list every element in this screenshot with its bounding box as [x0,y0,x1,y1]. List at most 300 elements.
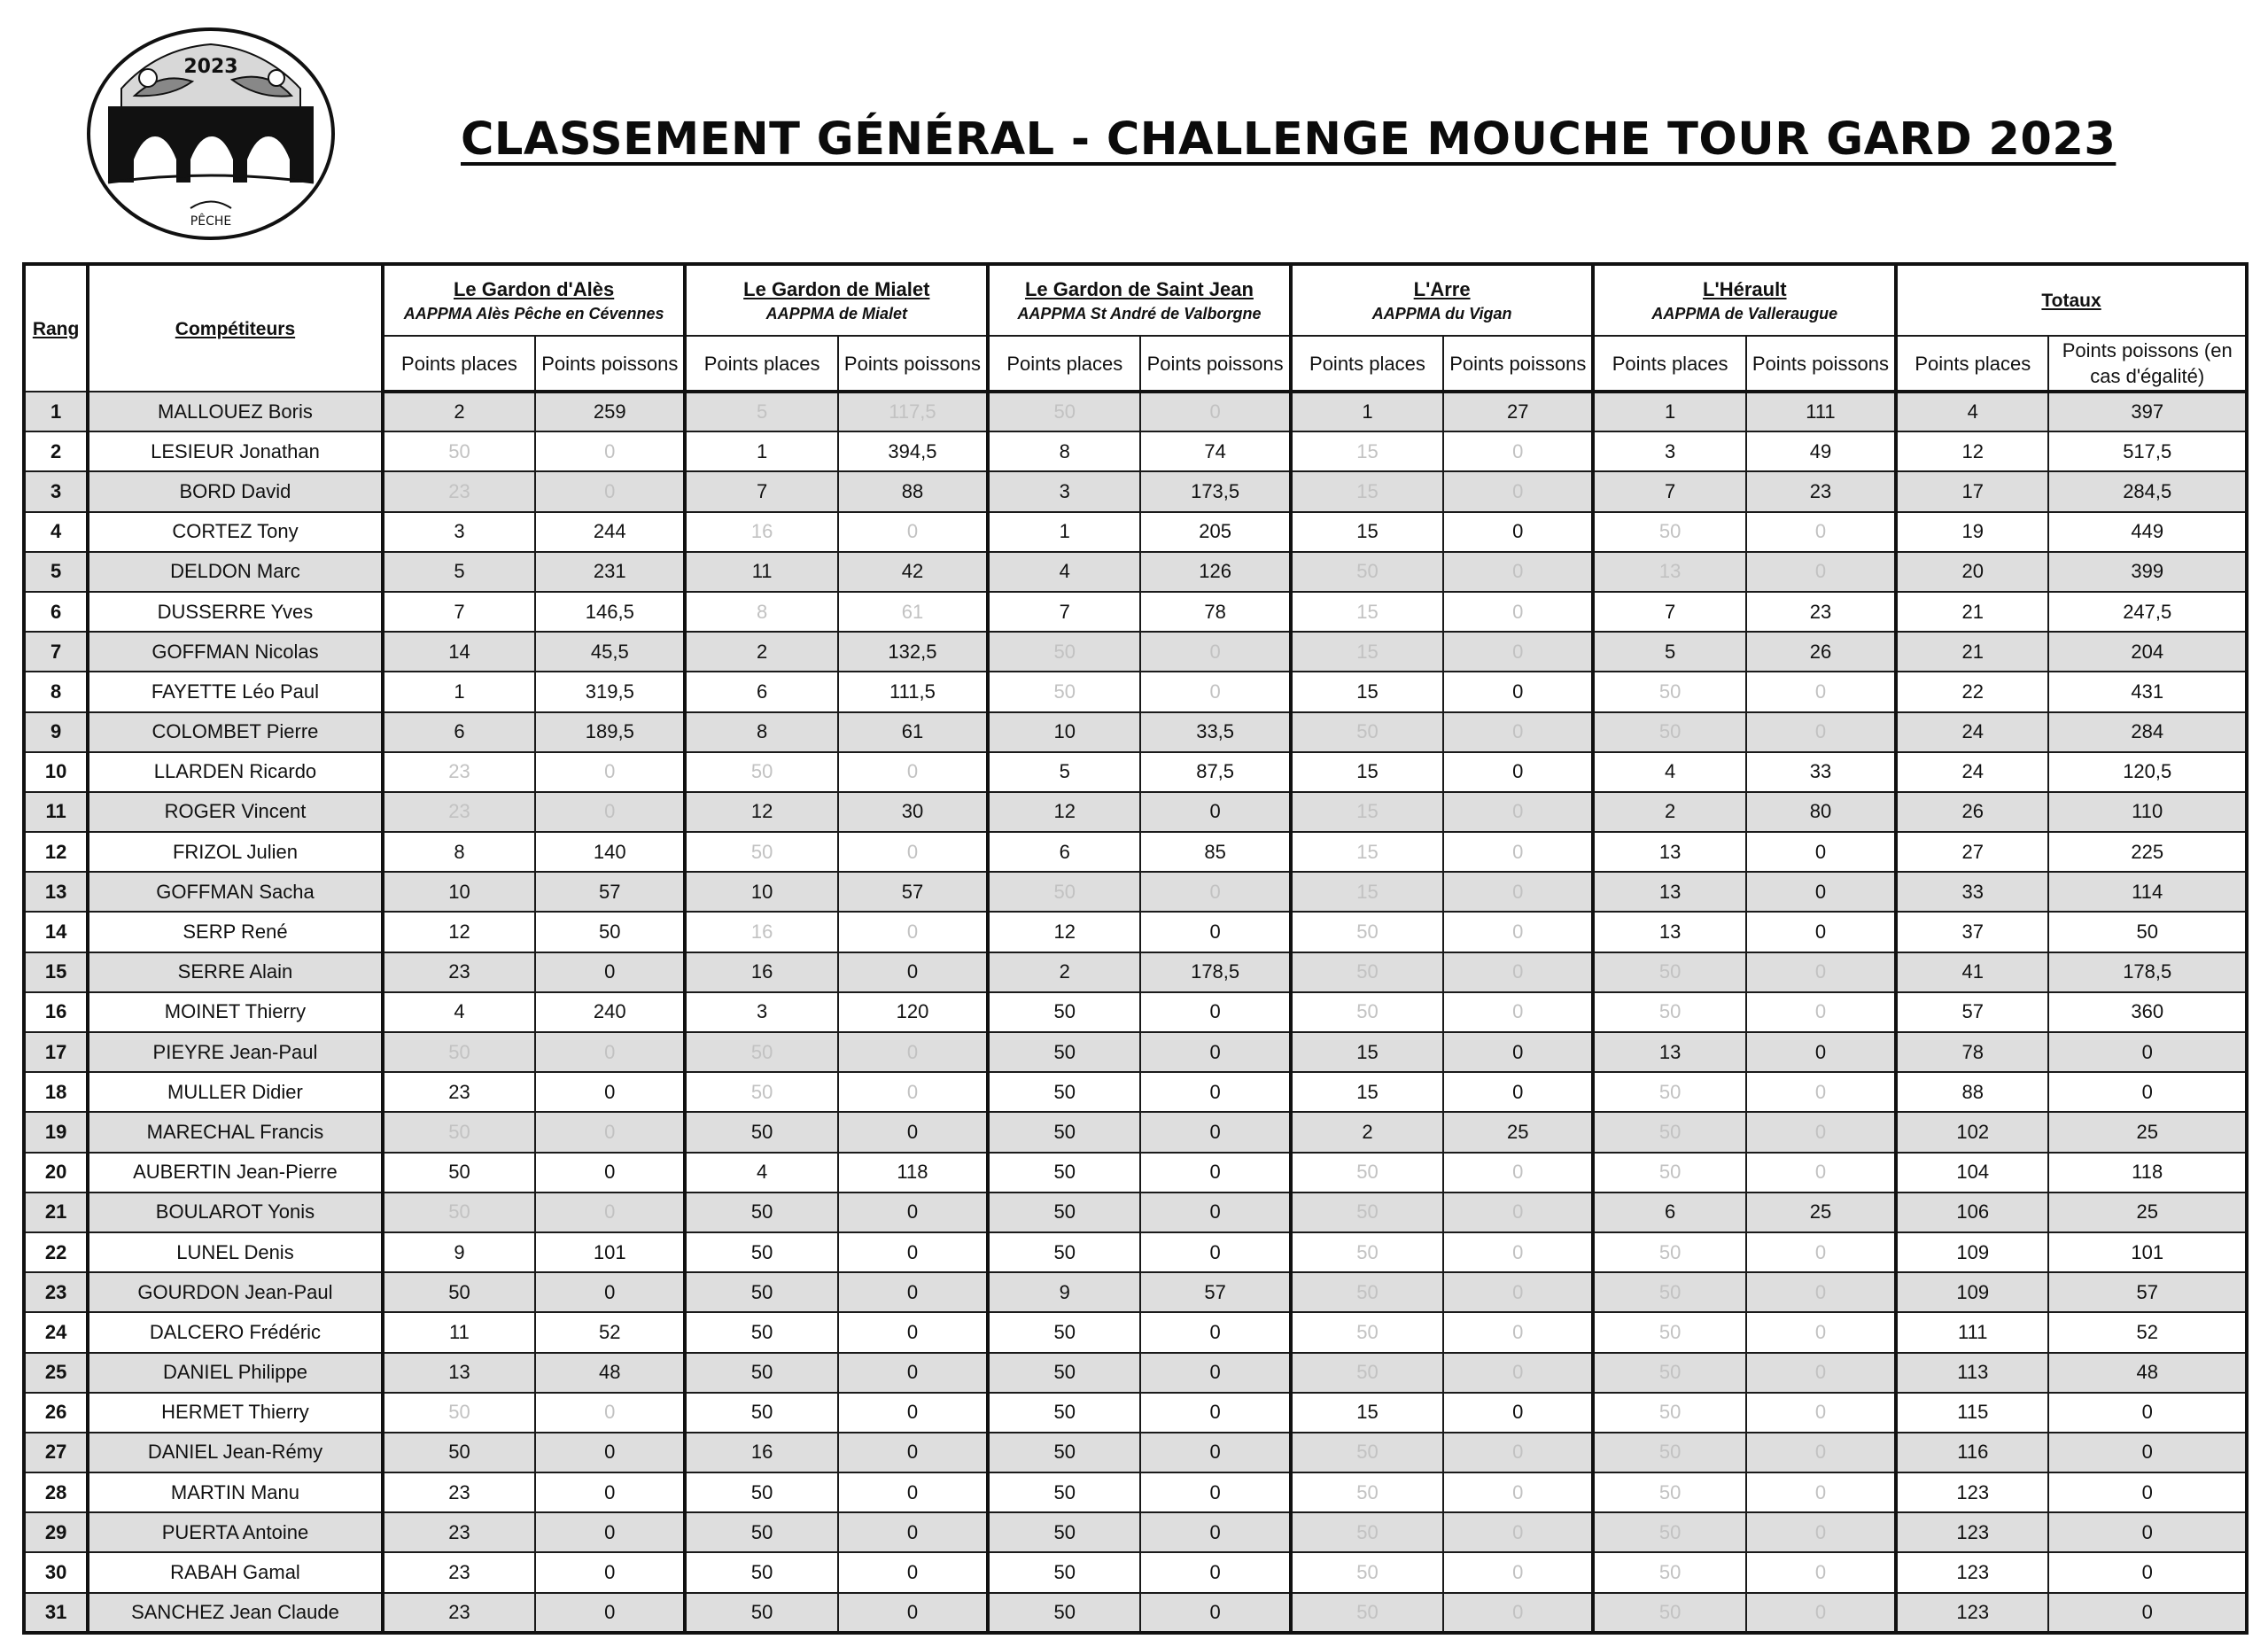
points-places-cell: 50 [685,1552,837,1592]
points-places-cell: 15 [1291,672,1443,711]
page-title: CLASSEMENT GÉNÉRAL - CHALLENGE MOUCHE TOUR GARD 2023 [461,113,2117,166]
points-places-cell: 50 [1593,1312,1745,1352]
points-poissons-cell: 0 [1746,832,1896,872]
points-poissons-cell: 80 [1746,792,1896,832]
points-places-cell: 50 [1291,712,1443,752]
points-places-cell: 50 [1291,1593,1443,1633]
points-poissons-cell: 0 [535,792,685,832]
total-points-poissons: 25 [2048,1112,2247,1152]
table-row [24,1272,2247,1312]
total-points-places: 115 [1896,1393,2048,1433]
points-poissons-cell: 0 [1746,1153,1896,1193]
header-competition-herault: L'Hérault AAPPMA de Valleraugue [1593,264,1896,336]
rank-cell: 1 [24,392,88,431]
total-points-poissons: 247,5 [2048,592,2247,632]
total-points-poissons: 431 [2048,672,2247,711]
total-points-poissons: 50 [2048,912,2247,952]
header-total-points-places: Points places [1896,336,2048,392]
points-poissons-cell: 42 [838,552,988,592]
total-points-places: 17 [1896,471,2048,511]
points-poissons-cell: 23 [1746,592,1896,632]
points-poissons-cell: 0 [1746,1072,1896,1112]
points-places-cell: 50 [1593,1153,1745,1193]
competitor-name: SERP René [88,912,383,952]
rank-cell: 21 [24,1193,88,1232]
rank-cell: 11 [24,792,88,832]
competitor-name: FAYETTE Léo Paul [88,672,383,711]
points-poissons-cell: 0 [535,952,685,992]
points-places-cell: 23 [383,752,535,792]
points-places-cell: 50 [685,1472,837,1512]
points-places-cell: 50 [1593,1393,1745,1433]
points-poissons-cell: 87,5 [1140,752,1290,792]
points-poissons-cell: 61 [838,712,988,752]
points-poissons-cell: 0 [1746,1433,1896,1472]
points-poissons-cell: 0 [1140,1312,1290,1352]
points-places-cell: 50 [1593,672,1745,711]
points-poissons-cell: 0 [535,1393,685,1433]
points-places-cell: 10 [383,872,535,912]
rank-cell: 26 [24,1393,88,1433]
points-places-cell: 50 [1291,992,1443,1032]
points-poissons-cell: 140 [535,832,685,872]
header-points-poissons: Points poissons [1746,336,1896,392]
ranking-table [22,262,2249,1635]
points-poissons-cell: 50 [535,912,685,952]
points-poissons-cell: 0 [1443,1312,1593,1352]
points-poissons-cell: 0 [1443,1072,1593,1112]
table-row [24,552,2247,592]
points-places-cell: 50 [685,1072,837,1112]
rank-cell: 30 [24,1552,88,1592]
points-places-cell: 50 [383,1112,535,1152]
points-places-cell: 15 [1291,1393,1443,1433]
points-places-cell: 13 [1593,1032,1745,1072]
points-poissons-cell: 0 [535,471,685,511]
points-poissons-cell: 0 [1746,1593,1896,1633]
table-row [24,1193,2247,1232]
points-places-cell: 50 [988,1552,1140,1592]
points-places-cell: 50 [1291,1312,1443,1352]
points-poissons-cell: 0 [1746,512,1896,552]
header-competition-mialet: Le Gardon de Mialet AAPPMA de Mialet [685,264,988,336]
table-row [24,1072,2247,1112]
logo-label: PÊCHE [190,214,232,229]
points-places-cell: 8 [988,431,1140,471]
points-places-cell: 50 [988,1433,1140,1472]
points-poissons-cell: 0 [838,1232,988,1272]
points-poissons-cell: 0 [1443,672,1593,711]
points-poissons-cell: 0 [1140,672,1290,711]
points-places-cell: 50 [988,1193,1140,1232]
points-places-cell: 9 [383,1232,535,1272]
points-places-cell: 50 [383,1433,535,1472]
points-poissons-cell: 0 [838,952,988,992]
header-totaux: Totaux [1896,264,2247,336]
points-places-cell: 8 [685,592,837,632]
points-places-cell: 11 [685,552,837,592]
points-places-cell: 15 [1291,512,1443,552]
table-row [24,592,2247,632]
rank-cell: 20 [24,1153,88,1193]
points-places-cell: 50 [685,1312,837,1352]
points-poissons-cell: 0 [838,1353,988,1393]
points-poissons-cell: 0 [1140,1193,1290,1232]
table-row [24,1232,2247,1272]
points-places-cell: 50 [383,1393,535,1433]
rank-cell: 23 [24,1272,88,1312]
points-places-cell: 50 [685,1353,837,1393]
points-poissons-cell: 173,5 [1140,471,1290,511]
competitor-name: ROGER Vincent [88,792,383,832]
points-places-cell: 50 [988,1232,1140,1272]
points-places-cell: 5 [988,752,1140,792]
points-poissons-cell: 0 [1746,1512,1896,1552]
points-poissons-cell: 189,5 [535,712,685,752]
points-places-cell: 50 [1291,952,1443,992]
points-places-cell: 4 [1593,752,1745,792]
points-poissons-cell: 0 [1140,1112,1290,1152]
points-poissons-cell: 0 [1746,1353,1896,1393]
header-total-points-poissons: Points poissons (en cas d'égalité) [2048,336,2247,392]
total-points-poissons: 399 [2048,552,2247,592]
points-poissons-cell: 0 [1140,1153,1290,1193]
points-places-cell: 50 [988,1312,1140,1352]
points-poissons-cell: 0 [1746,1272,1896,1312]
rank-cell: 13 [24,872,88,912]
points-places-cell: 50 [383,1193,535,1232]
points-poissons-cell: 0 [1443,832,1593,872]
rank-cell: 3 [24,471,88,511]
points-places-cell: 50 [685,1232,837,1272]
points-poissons-cell: 0 [535,1472,685,1512]
points-poissons-cell: 111,5 [838,672,988,711]
points-poissons-cell: 57 [1140,1272,1290,1312]
points-places-cell: 50 [1291,912,1443,952]
points-poissons-cell: 0 [1443,592,1593,632]
total-points-poissons: 0 [2048,1072,2247,1112]
points-poissons-cell: 0 [1140,1433,1290,1472]
total-points-places: 78 [1896,1032,2048,1072]
competitor-name: DUSSERRE Yves [88,592,383,632]
total-points-poissons: 120,5 [2048,752,2247,792]
points-poissons-cell: 48 [535,1353,685,1393]
points-places-cell: 50 [988,992,1140,1032]
total-points-places: 88 [1896,1072,2048,1112]
points-places-cell: 50 [1593,1593,1745,1633]
total-points-places: 113 [1896,1353,2048,1393]
points-places-cell: 1 [1593,392,1745,431]
total-points-places: 33 [1896,872,2048,912]
points-places-cell: 13 [1593,552,1745,592]
total-points-poissons: 110 [2048,792,2247,832]
points-poissons-cell: 0 [838,832,988,872]
points-places-cell: 12 [988,792,1140,832]
points-poissons-cell: 0 [838,1433,988,1472]
points-poissons-cell: 0 [1140,992,1290,1032]
points-poissons-cell: 26 [1746,632,1896,672]
total-points-poissons: 0 [2048,1472,2247,1512]
points-poissons-cell: 0 [838,1112,988,1152]
total-points-poissons: 101 [2048,1232,2247,1272]
points-poissons-cell: 0 [1443,552,1593,592]
total-points-poissons: 48 [2048,1353,2247,1393]
points-places-cell: 7 [685,471,837,511]
points-places-cell: 15 [1291,752,1443,792]
points-poissons-cell: 0 [1140,1032,1290,1072]
total-points-poissons: 52 [2048,1312,2247,1352]
competitor-name: COLOMBET Pierre [88,712,383,752]
points-poissons-cell: 88 [838,471,988,511]
competitor-name: DALCERO Frédéric [88,1312,383,1352]
points-poissons-cell: 57 [838,872,988,912]
points-poissons-cell: 0 [1443,912,1593,952]
total-points-places: 104 [1896,1153,2048,1193]
total-points-poissons: 25 [2048,1193,2247,1232]
competitor-name: HERMET Thierry [88,1393,383,1433]
points-poissons-cell: 146,5 [535,592,685,632]
points-poissons-cell: 0 [1140,1232,1290,1272]
header-points-poissons: Points poissons [1140,336,1290,392]
points-places-cell: 12 [383,912,535,952]
total-points-places: 41 [1896,952,2048,992]
points-places-cell: 50 [988,1072,1140,1112]
points-poissons-cell: 85 [1140,832,1290,872]
points-poissons-cell: 0 [1443,1272,1593,1312]
table-row [24,431,2247,471]
points-places-cell: 2 [1593,792,1745,832]
total-points-places: 26 [1896,792,2048,832]
points-poissons-cell: 132,5 [838,632,988,672]
points-poissons-cell: 0 [535,1512,685,1552]
points-places-cell: 3 [685,992,837,1032]
points-poissons-cell: 0 [535,1032,685,1072]
table-row [24,471,2247,511]
points-poissons-cell: 0 [1443,1552,1593,1592]
points-places-cell: 7 [1593,592,1745,632]
points-places-cell: 15 [1291,872,1443,912]
rank-cell: 27 [24,1433,88,1472]
points-poissons-cell: 0 [1140,392,1290,431]
rank-cell: 24 [24,1312,88,1352]
points-poissons-cell: 25 [1443,1112,1593,1152]
competitor-name: MOINET Thierry [88,992,383,1032]
points-places-cell: 50 [1593,1472,1745,1512]
points-places-cell: 50 [988,392,1140,431]
total-points-places: 109 [1896,1272,2048,1312]
points-places-cell: 1 [685,431,837,471]
header-points-poissons: Points poissons [1443,336,1593,392]
points-places-cell: 50 [685,752,837,792]
points-poissons-cell: 0 [1443,1393,1593,1433]
points-places-cell: 50 [383,1032,535,1072]
points-poissons-cell: 0 [838,1312,988,1352]
rank-cell: 7 [24,632,88,672]
points-poissons-cell: 0 [1746,1393,1896,1433]
table-row [24,1032,2247,1072]
points-places-cell: 50 [1291,1153,1443,1193]
points-places-cell: 50 [1593,992,1745,1032]
header-rang: Rang [24,264,88,392]
competitor-name: RABAH Gamal [88,1552,383,1592]
table-body [24,392,2247,1633]
points-places-cell: 50 [383,1272,535,1312]
points-places-cell: 15 [1291,832,1443,872]
total-points-poissons: 225 [2048,832,2247,872]
table-row [24,392,2247,431]
competitor-name: PUERTA Antoine [88,1512,383,1552]
points-places-cell: 7 [383,592,535,632]
table-row [24,1353,2247,1393]
points-places-cell: 13 [383,1353,535,1393]
points-places-cell: 11 [383,1312,535,1352]
points-places-cell: 50 [685,1193,837,1232]
points-places-cell: 2 [1291,1112,1443,1152]
competitor-name: DANIEL Jean-Rémy [88,1433,383,1472]
points-places-cell: 1 [988,512,1140,552]
points-places-cell: 50 [1593,1272,1745,1312]
points-places-cell: 15 [1291,632,1443,672]
points-poissons-cell: 33 [1746,752,1896,792]
header-competition-ales: Le Gardon d'Alès AAPPMA Alès Pêche en Cévennes [383,264,686,336]
points-poissons-cell: 0 [535,1112,685,1152]
header-points-places: Points places [1291,336,1443,392]
points-places-cell: 50 [1291,1353,1443,1393]
points-places-cell: 50 [1593,1112,1745,1152]
competitor-name: MARECHAL Francis [88,1112,383,1152]
points-poissons-cell: 25 [1746,1193,1896,1232]
points-places-cell: 16 [685,512,837,552]
points-places-cell: 50 [383,1153,535,1193]
points-places-cell: 15 [1291,431,1443,471]
points-poissons-cell: 49 [1746,431,1896,471]
points-poissons-cell: 319,5 [535,672,685,711]
points-poissons-cell: 0 [1443,471,1593,511]
points-poissons-cell: 0 [535,752,685,792]
points-places-cell: 8 [685,712,837,752]
competitor-name: SERRE Alain [88,952,383,992]
rank-cell: 29 [24,1512,88,1552]
points-poissons-cell: 0 [1140,632,1290,672]
total-points-places: 123 [1896,1552,2048,1592]
rank-cell: 19 [24,1112,88,1152]
points-poissons-cell: 33,5 [1140,712,1290,752]
rank-cell: 5 [24,552,88,592]
rank-cell: 2 [24,431,88,471]
header-points-poissons: Points poissons [838,336,988,392]
points-poissons-cell: 178,5 [1140,952,1290,992]
points-poissons-cell: 0 [1443,632,1593,672]
header-competiteurs: Compétiteurs [88,264,383,392]
points-poissons-cell: 27 [1443,392,1593,431]
table-row [24,1112,2247,1152]
points-poissons-cell: 0 [838,1512,988,1552]
points-poissons-cell: 0 [838,1393,988,1433]
points-poissons-cell: 240 [535,992,685,1032]
points-places-cell: 5 [383,552,535,592]
points-poissons-cell: 0 [1140,1353,1290,1393]
points-places-cell: 50 [988,872,1140,912]
points-poissons-cell: 0 [1140,912,1290,952]
points-places-cell: 50 [685,1032,837,1072]
points-places-cell: 23 [383,1593,535,1633]
points-places-cell: 50 [1593,512,1745,552]
points-poissons-cell: 0 [1746,1032,1896,1072]
rank-cell: 25 [24,1353,88,1393]
points-poissons-cell: 0 [1746,552,1896,592]
points-places-cell: 50 [1593,712,1745,752]
total-points-poissons: 178,5 [2048,952,2247,992]
points-poissons-cell: 101 [535,1232,685,1272]
points-places-cell: 15 [1291,471,1443,511]
points-poissons-cell: 30 [838,792,988,832]
competitor-name: DANIEL Philippe [88,1353,383,1393]
points-places-cell: 50 [1593,1552,1745,1592]
total-points-places: 102 [1896,1112,2048,1152]
points-poissons-cell: 0 [1443,1232,1593,1272]
table-row [24,1593,2247,1633]
points-poissons-cell: 0 [535,1193,685,1232]
competitor-name: PIEYRE Jean-Paul [88,1032,383,1072]
total-points-poissons: 118 [2048,1153,2247,1193]
table-row [24,1312,2247,1352]
points-places-cell: 16 [685,1433,837,1472]
points-places-cell: 50 [1291,1512,1443,1552]
points-places-cell: 23 [383,952,535,992]
points-places-cell: 50 [1291,552,1443,592]
points-poissons-cell: 0 [838,1193,988,1232]
points-places-cell: 50 [1291,1433,1443,1472]
points-poissons-cell: 231 [535,552,685,592]
rank-cell: 4 [24,512,88,552]
points-places-cell: 15 [1291,1072,1443,1112]
table-row [24,512,2247,552]
header-competition-saint-jean: Le Gardon de Saint Jean AAPPMA St André de Valborgne [988,264,1291,336]
rank-cell: 17 [24,1032,88,1072]
points-places-cell: 23 [383,1552,535,1592]
points-poissons-cell: 126 [1140,552,1290,592]
points-poissons-cell: 0 [838,1072,988,1112]
total-points-places: 12 [1896,431,2048,471]
table-row [24,632,2247,672]
points-places-cell: 6 [383,712,535,752]
points-places-cell: 7 [988,592,1140,632]
header-points-places: Points places [383,336,535,392]
table-row [24,992,2247,1032]
competitor-name: GOFFMAN Sacha [88,872,383,912]
table-row [24,752,2247,792]
total-points-poissons: 449 [2048,512,2247,552]
points-places-cell: 12 [988,912,1140,952]
points-poissons-cell: 0 [1443,1032,1593,1072]
table-row [24,1393,2247,1433]
points-poissons-cell: 0 [1140,792,1290,832]
points-poissons-cell: 244 [535,512,685,552]
points-places-cell: 23 [383,792,535,832]
total-points-poissons: 57 [2048,1272,2247,1312]
points-poissons-cell: 0 [1140,1552,1290,1592]
total-points-poissons: 204 [2048,632,2247,672]
points-places-cell: 23 [383,1472,535,1512]
points-places-cell: 23 [383,1512,535,1552]
rank-cell: 8 [24,672,88,711]
rank-cell: 16 [24,992,88,1032]
points-places-cell: 50 [988,672,1140,711]
rank-cell: 28 [24,1472,88,1512]
total-points-places: 123 [1896,1512,2048,1552]
points-places-cell: 50 [383,431,535,471]
total-points-poissons: 360 [2048,992,2247,1032]
